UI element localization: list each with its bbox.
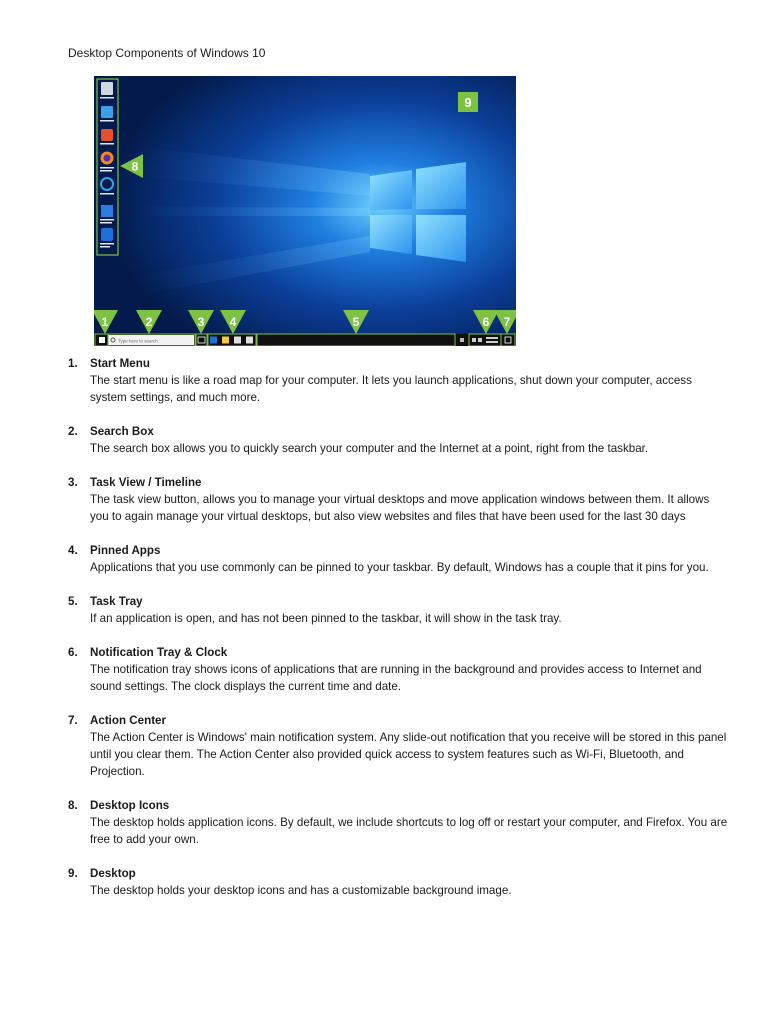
windows-icon[interactable] (101, 205, 113, 217)
item-description: The desktop holds application icons. By default, we include shortcuts to log off or restart your computer, and Firefox. You are free to add your own. (90, 816, 728, 846)
item-heading: Task Tray (90, 595, 143, 608)
item-number: 2. (68, 425, 78, 438)
search-placeholder: Type here to search (118, 338, 158, 344)
item-number: 8. (68, 799, 78, 812)
start-button[interactable] (99, 337, 105, 343)
list-item (68, 474, 728, 525)
item-number: 1. (68, 357, 78, 370)
callout-2-label: 2 (145, 315, 153, 329)
callout-1-label: 1 (101, 315, 109, 329)
taskbar-chevron-icon[interactable] (460, 338, 464, 342)
item-number: 6. (68, 646, 78, 659)
item-number: 9. (68, 867, 78, 880)
item-number: 4. (68, 544, 78, 557)
pinned-store-icon[interactable] (234, 337, 241, 344)
callout-9 (458, 92, 478, 112)
list-item (68, 542, 728, 576)
item-heading: Task View / Timeline (90, 476, 202, 489)
desktop-illustration (94, 76, 516, 346)
item-description: The task view button, allows you to manage your virtual desktops and move application windows between them. It allows you to again manage your virtual desktops, but also view websites and files that have been used for the last 30 days (90, 493, 710, 523)
firefox-icon[interactable] (101, 152, 114, 165)
list-item (68, 712, 728, 780)
windows-logo-pane (416, 162, 466, 209)
item-heading: Search Box (90, 425, 154, 438)
windows-logo-pane (370, 170, 412, 210)
windows-logo-pane (416, 215, 466, 262)
list-item (68, 644, 728, 695)
item-heading: Desktop Icons (90, 799, 170, 812)
pinned-explorer-icon[interactable] (222, 337, 229, 344)
item-heading: Desktop (90, 867, 136, 880)
item-description: If an application is open, and has not been pinned to the taskbar, it will show in the task tray. (90, 612, 562, 625)
list-item (68, 865, 728, 899)
item-description: The start menu is like a road map for your computer. It lets you launch applications, shut down your computer, access system settings, and much more. (90, 374, 692, 404)
search-box[interactable] (108, 335, 194, 345)
edge-icon[interactable] (101, 228, 113, 241)
callout-9-label: 9 (464, 95, 472, 110)
callout-4-label: 4 (229, 315, 237, 329)
list-item (68, 593, 728, 627)
item-description: The notification tray shows icons of applications that are running in the background and provides access to Internet and sound settings. The clock displays the current time and date. (90, 663, 702, 693)
item-description: Applications that you use commonly can be pinned to your taskbar. By default, Windows has a couple that it pins for you. (90, 561, 709, 574)
item-description: The desktop holds your desktop icons and has a customizable background image. (90, 884, 512, 897)
app-icon[interactable] (101, 106, 113, 118)
item-heading: Start Menu (90, 357, 150, 370)
windows-desktop-screenshot (94, 76, 516, 346)
recycle-bin-icon[interactable] (101, 82, 113, 95)
item-heading: Pinned Apps (90, 544, 161, 557)
callout-7-label: 7 (503, 315, 511, 329)
pinned-mail-icon[interactable] (246, 337, 253, 344)
item-heading: Action Center (90, 714, 167, 727)
clock-date (486, 341, 498, 343)
component-list (68, 355, 728, 916)
item-number: 3. (68, 476, 78, 489)
callout-6-label: 6 (482, 315, 490, 329)
item-description: The Action Center is Windows' main notification system. Any slide-out notification that you receive will be stored in this panel until you clear them. The Action Center also provided quick access to system features such as Wi-Fi, Bluetooth, and Projection. (90, 731, 727, 778)
clock-time (486, 337, 498, 339)
list-item (68, 797, 728, 848)
document-title: Desktop Components of Windows 10 (68, 46, 266, 60)
ebook-icon[interactable] (101, 129, 113, 141)
pinned-edge-icon[interactable] (210, 337, 217, 344)
item-description: The search box allows you to quickly search your computer and the Internet at a point, right from the taskbar. (90, 442, 649, 455)
windows-logo-pane (370, 215, 412, 254)
list-item (68, 355, 728, 406)
item-number: 5. (68, 595, 78, 608)
item-number: 7. (68, 714, 78, 727)
callout-8-label: 8 (131, 159, 139, 174)
item-heading: Notification Tray & Clock (90, 646, 228, 659)
callout-5-label: 5 (352, 315, 360, 329)
callout-3-label: 3 (197, 315, 205, 329)
list-item (68, 423, 728, 457)
